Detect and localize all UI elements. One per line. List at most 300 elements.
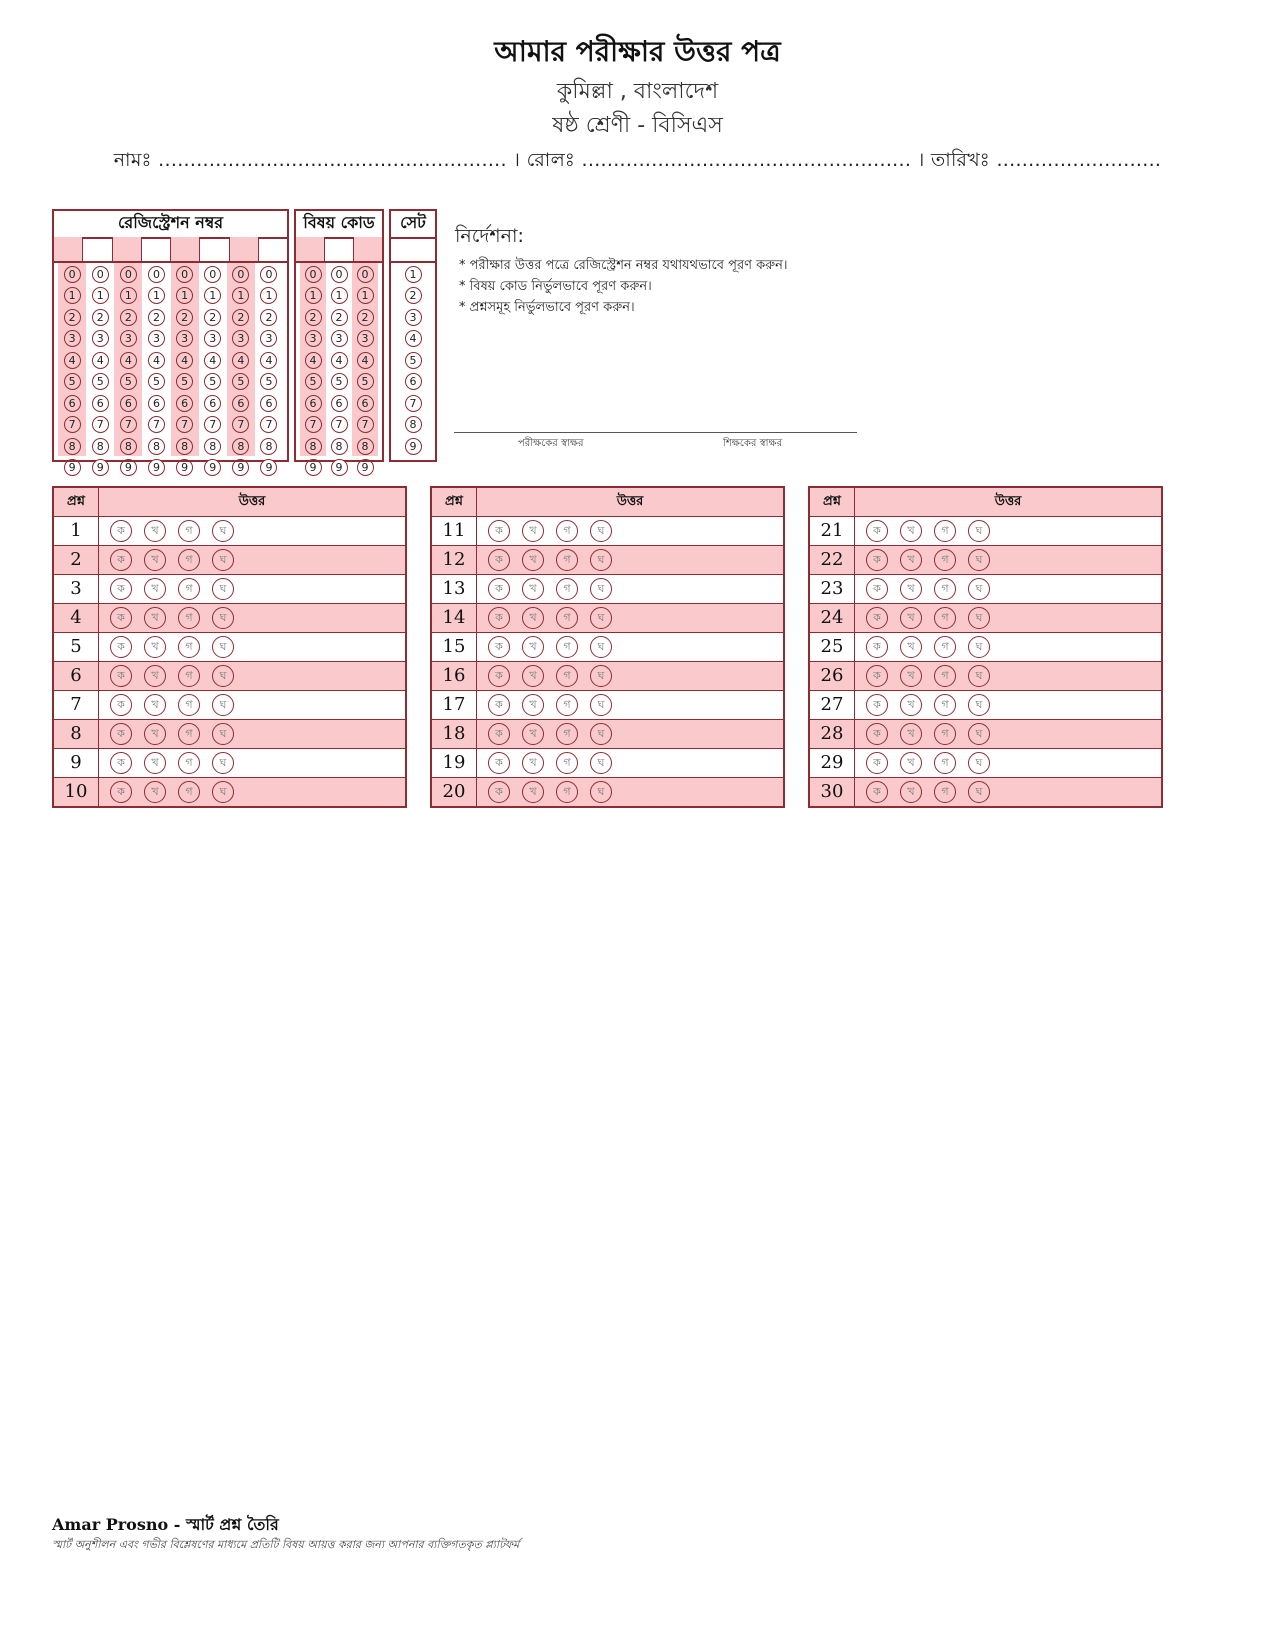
option-bubble[interactable]: গ <box>556 752 578 774</box>
option-bubble[interactable]: গ <box>556 636 578 658</box>
digit-bubble[interactable]: 2 <box>405 287 422 304</box>
option-bubble[interactable]: গ <box>178 781 200 803</box>
digit-bubble[interactable]: 1 <box>331 287 348 304</box>
option-bubble[interactable]: ঘ <box>212 752 234 774</box>
digit-bubble[interactable]: 8 <box>120 438 137 455</box>
option-bubble[interactable]: ঘ <box>590 694 612 716</box>
option-bubble[interactable]: ঘ <box>590 752 612 774</box>
digit-bubble[interactable]: 4 <box>260 352 277 369</box>
answer-options <box>477 691 783 719</box>
digit-bubble[interactable]: 2 <box>120 309 137 326</box>
answer-table-3 <box>808 486 1163 808</box>
option-bubble[interactable]: ক <box>866 520 888 542</box>
option-bubble[interactable]: ঘ <box>590 549 612 571</box>
digit-bubble[interactable]: 3 <box>148 330 165 347</box>
answer-row <box>810 633 1161 662</box>
answer-options <box>477 517 783 545</box>
option-bubble[interactable]: ঘ <box>968 723 990 745</box>
digit-bubble[interactable]: 2 <box>64 309 81 326</box>
option-bubble[interactable]: ক <box>488 636 510 658</box>
digit-bubble[interactable]: 1 <box>232 287 249 304</box>
digit-bubble[interactable]: 3 <box>92 330 109 347</box>
digit-bubble[interactable]: 4 <box>357 352 374 369</box>
option-bubble[interactable]: গ <box>934 636 956 658</box>
option-bubble[interactable]: খ <box>522 636 544 658</box>
digit-bubble[interactable]: 5 <box>64 373 81 390</box>
digit-bubble[interactable]: 9 <box>331 459 348 476</box>
option-bubble[interactable]: ঘ <box>212 607 234 629</box>
option-bubble[interactable]: গ <box>178 520 200 542</box>
option-bubble[interactable]: গ <box>556 607 578 629</box>
sheet-city: কুমিল্লা , বাংলাদেশ <box>556 79 719 104</box>
option-bubble[interactable]: ঘ <box>590 636 612 658</box>
option-bubble[interactable]: গ <box>178 549 200 571</box>
option-bubble[interactable]: ক <box>488 752 510 774</box>
option-bubble[interactable]: ঘ <box>968 636 990 658</box>
digit-bubble[interactable]: 1 <box>176 287 193 304</box>
option-bubble[interactable]: ক <box>488 549 510 571</box>
entry-cell[interactable] <box>83 237 112 261</box>
option-bubble[interactable]: ঘ <box>212 578 234 600</box>
option-bubble[interactable]: গ <box>178 578 200 600</box>
option-bubble[interactable]: গ <box>556 781 578 803</box>
digit-bubble[interactable]: 3 <box>120 330 137 347</box>
question-number: 6 <box>54 662 99 690</box>
digit-bubble[interactable]: 9 <box>148 459 165 476</box>
option-bubble[interactable]: ক <box>110 694 132 716</box>
option-bubble[interactable]: গ <box>934 607 956 629</box>
option-bubble[interactable]: ঘ <box>968 607 990 629</box>
digit-bubble[interactable]: 4 <box>232 352 249 369</box>
digit-bubble[interactable]: 4 <box>405 330 422 347</box>
digit-bubble[interactable]: 8 <box>92 438 109 455</box>
option-bubble[interactable]: খ <box>144 694 166 716</box>
digit-bubble[interactable]: 0 <box>331 266 348 283</box>
digit-bubble[interactable]: 7 <box>331 416 348 433</box>
answer-options <box>477 604 783 632</box>
option-bubble[interactable]: ক <box>488 665 510 687</box>
option-bubble[interactable]: ঘ <box>968 578 990 600</box>
digit-bubble[interactable]: 3 <box>176 330 193 347</box>
option-bubble[interactable]: গ <box>178 723 200 745</box>
answer-options <box>99 633 405 661</box>
digit-bubble[interactable]: 9 <box>64 459 81 476</box>
option-bubble[interactable]: ঘ <box>968 520 990 542</box>
option-bubble[interactable]: ক <box>866 665 888 687</box>
digit-bubble[interactable]: 5 <box>92 373 109 390</box>
digit-bubble[interactable]: 0 <box>92 266 109 283</box>
digit-bubble[interactable]: 6 <box>232 395 249 412</box>
answer-row <box>54 575 405 604</box>
option-bubble[interactable]: খ <box>900 723 922 745</box>
digit-bubble[interactable]: 9 <box>120 459 137 476</box>
answer-options <box>99 662 405 690</box>
bubble-column <box>171 263 199 474</box>
option-bubble[interactable]: ক <box>866 578 888 600</box>
question-number: 12 <box>432 546 477 574</box>
option-bubble[interactable]: ক <box>488 578 510 600</box>
option-bubble[interactable]: ক <box>110 549 132 571</box>
option-bubble[interactable]: গ <box>556 665 578 687</box>
sheet-title: আমার পরীক্ষার উত্তর পত্র <box>494 35 781 68</box>
answer-table-1 <box>52 486 407 808</box>
option-bubble[interactable]: ঘ <box>212 781 234 803</box>
option-bubble[interactable]: খ <box>144 636 166 658</box>
digit-bubble[interactable]: 2 <box>92 309 109 326</box>
digit-bubble[interactable]: 7 <box>120 416 137 433</box>
digit-bubble[interactable]: 8 <box>204 438 221 455</box>
question-number: 5 <box>54 633 99 661</box>
digit-bubble[interactable]: 0 <box>305 266 322 283</box>
option-bubble[interactable]: ঘ <box>968 665 990 687</box>
option-bubble[interactable]: ক <box>110 607 132 629</box>
digit-bubble[interactable]: 3 <box>260 330 277 347</box>
option-bubble[interactable]: গ <box>178 694 200 716</box>
answer-options <box>99 604 405 632</box>
digit-bubble[interactable]: 4 <box>305 352 322 369</box>
question-number: 29 <box>810 749 855 777</box>
option-bubble[interactable]: ঘ <box>590 723 612 745</box>
option-bubble[interactable]: ঘ <box>590 665 612 687</box>
digit-bubble[interactable]: 9 <box>260 459 277 476</box>
option-bubble[interactable]: খ <box>900 578 922 600</box>
option-bubble[interactable]: গ <box>934 665 956 687</box>
option-bubble[interactable]: গ <box>934 694 956 716</box>
option-bubble[interactable]: ক <box>110 752 132 774</box>
bubble-column <box>300 263 326 474</box>
digit-bubble[interactable]: 2 <box>232 309 249 326</box>
option-bubble[interactable]: গ <box>934 520 956 542</box>
option-bubble[interactable]: ক <box>866 781 888 803</box>
answer-row <box>54 662 405 691</box>
digit-bubble[interactable]: 7 <box>260 416 277 433</box>
option-bubble[interactable]: গ <box>934 781 956 803</box>
option-bubble[interactable]: ক <box>866 636 888 658</box>
digit-bubble[interactable]: 5 <box>232 373 249 390</box>
digit-bubble[interactable]: 5 <box>204 373 221 390</box>
digit-bubble[interactable]: 3 <box>232 330 249 347</box>
digit-bubble[interactable]: 9 <box>305 459 322 476</box>
option-bubble[interactable]: খ <box>900 520 922 542</box>
digit-bubble[interactable]: 6 <box>260 395 277 412</box>
digit-bubble[interactable]: 8 <box>331 438 348 455</box>
digit-bubble[interactable]: 2 <box>260 309 277 326</box>
option-bubble[interactable]: ক <box>110 781 132 803</box>
option-bubble[interactable]: ক <box>866 752 888 774</box>
option-bubble[interactable]: ক <box>110 520 132 542</box>
digit-bubble[interactable]: 1 <box>260 287 277 304</box>
option-bubble[interactable]: গ <box>556 578 578 600</box>
option-bubble[interactable]: ক <box>488 723 510 745</box>
digit-bubble[interactable]: 3 <box>357 330 374 347</box>
option-bubble[interactable]: ঘ <box>968 694 990 716</box>
option-bubble[interactable]: ক <box>866 694 888 716</box>
digit-bubble[interactable]: 5 <box>357 373 374 390</box>
question-column-header: প্রশ্ন <box>432 488 477 516</box>
question-number: 3 <box>54 575 99 603</box>
answer-row <box>432 662 783 691</box>
question-number: 8 <box>54 720 99 748</box>
digit-bubble[interactable]: 1 <box>148 287 165 304</box>
digit-bubble[interactable]: 7 <box>305 416 322 433</box>
entry-cell[interactable] <box>230 237 259 261</box>
option-bubble[interactable]: খ <box>900 752 922 774</box>
option-bubble[interactable]: গ <box>178 636 200 658</box>
digit-bubble[interactable]: 6 <box>148 395 165 412</box>
option-bubble[interactable]: খ <box>144 781 166 803</box>
option-bubble[interactable]: খ <box>522 520 544 542</box>
digit-bubble[interactable]: 9 <box>204 459 221 476</box>
answer-table-header <box>810 488 1161 517</box>
option-bubble[interactable]: খ <box>144 752 166 774</box>
option-bubble[interactable]: ক <box>866 607 888 629</box>
option-bubble[interactable]: গ <box>556 723 578 745</box>
digit-bubble[interactable]: 8 <box>405 416 422 433</box>
digit-bubble[interactable]: 0 <box>204 266 221 283</box>
digit-bubble[interactable]: 5 <box>331 373 348 390</box>
entry-cell[interactable] <box>200 237 229 261</box>
entry-cell[interactable] <box>113 237 142 261</box>
registration-box <box>52 209 289 474</box>
option-bubble[interactable]: ঘ <box>968 781 990 803</box>
digit-bubble[interactable]: 1 <box>204 287 221 304</box>
option-bubble[interactable]: ঘ <box>590 607 612 629</box>
digit-bubble[interactable]: 1 <box>92 287 109 304</box>
digit-bubble[interactable]: 7 <box>357 416 374 433</box>
digit-bubble[interactable]: 0 <box>148 266 165 283</box>
digit-bubble[interactable]: 9 <box>92 459 109 476</box>
digit-bubble[interactable]: 1 <box>120 287 137 304</box>
digit-bubble[interactable]: 2 <box>148 309 165 326</box>
answer-row <box>810 546 1161 575</box>
option-bubble[interactable]: গ <box>178 752 200 774</box>
digit-bubble[interactable]: 0 <box>176 266 193 283</box>
digit-bubble[interactable]: 5 <box>120 373 137 390</box>
option-bubble[interactable]: গ <box>178 665 200 687</box>
option-bubble[interactable]: খ <box>522 752 544 774</box>
digit-bubble[interactable]: 9 <box>357 459 374 476</box>
entry-cell[interactable] <box>296 237 325 261</box>
digit-bubble[interactable]: 7 <box>64 416 81 433</box>
digit-bubble[interactable]: 4 <box>331 352 348 369</box>
set-box <box>389 209 437 462</box>
digit-bubble[interactable]: 0 <box>120 266 137 283</box>
digit-bubble[interactable]: 0 <box>64 266 81 283</box>
option-bubble[interactable]: খ <box>144 723 166 745</box>
digit-bubble[interactable]: 1 <box>305 287 322 304</box>
option-bubble[interactable]: ঘ <box>590 781 612 803</box>
answer-options <box>855 720 1161 748</box>
option-bubble[interactable]: খ <box>144 665 166 687</box>
option-bubble[interactable]: ঘ <box>212 636 234 658</box>
digit-bubble[interactable]: 7 <box>92 416 109 433</box>
option-bubble[interactable]: খ <box>522 723 544 745</box>
option-bubble[interactable]: ক <box>488 781 510 803</box>
digit-bubble[interactable]: 3 <box>204 330 221 347</box>
option-bubble[interactable]: গ <box>556 520 578 542</box>
option-bubble[interactable]: ঘ <box>212 694 234 716</box>
option-bubble[interactable]: খ <box>522 607 544 629</box>
digit-bubble[interactable]: 3 <box>305 330 322 347</box>
option-bubble[interactable]: খ <box>144 549 166 571</box>
option-bubble[interactable]: খ <box>900 694 922 716</box>
option-bubble[interactable]: খ <box>522 665 544 687</box>
entry-cell[interactable] <box>354 237 382 261</box>
answer-table-header <box>432 488 783 517</box>
option-bubble[interactable]: ক <box>866 723 888 745</box>
option-bubble[interactable]: ক <box>110 723 132 745</box>
digit-bubble[interactable]: 7 <box>204 416 221 433</box>
option-bubble[interactable]: গ <box>556 549 578 571</box>
name-roll-date-fields[interactable]: নামঃ ....................................................... । রোলঃ .................................................... । তারিখঃ .......................... <box>113 149 1162 171</box>
option-bubble[interactable]: ঘ <box>590 578 612 600</box>
option-bubble[interactable]: গ <box>934 752 956 774</box>
option-bubble[interactable]: গ <box>178 607 200 629</box>
entry-cell[interactable] <box>259 237 287 261</box>
option-bubble[interactable]: খ <box>900 549 922 571</box>
digit-bubble[interactable]: 5 <box>305 373 322 390</box>
option-bubble[interactable]: খ <box>144 607 166 629</box>
digit-bubble[interactable]: 6 <box>305 395 322 412</box>
digit-bubble[interactable]: 2 <box>176 309 193 326</box>
digit-bubble[interactable]: 2 <box>204 309 221 326</box>
answer-column-header: উত্তর <box>238 494 266 509</box>
digit-bubble[interactable]: 8 <box>260 438 277 455</box>
digit-bubble[interactable]: 6 <box>120 395 137 412</box>
answer-options <box>477 749 783 777</box>
option-bubble[interactable]: খ <box>900 636 922 658</box>
option-bubble[interactable]: ঘ <box>212 549 234 571</box>
digit-bubble[interactable]: 9 <box>405 438 422 455</box>
digit-bubble[interactable]: 8 <box>232 438 249 455</box>
option-bubble[interactable]: ঘ <box>968 549 990 571</box>
option-bubble[interactable]: খ <box>522 781 544 803</box>
digit-bubble[interactable]: 6 <box>92 395 109 412</box>
digit-bubble[interactable]: 9 <box>176 459 193 476</box>
teacher-signature-label: শিক্ষকের স্বাক্ষর <box>723 438 783 449</box>
entry-cell[interactable] <box>391 237 435 261</box>
subject-code-bubble-grid <box>300 263 378 474</box>
option-bubble[interactable]: গ <box>934 549 956 571</box>
digit-bubble[interactable]: 9 <box>232 459 249 476</box>
digit-bubble[interactable]: 0 <box>232 266 249 283</box>
digit-bubble[interactable]: 4 <box>176 352 193 369</box>
digit-bubble[interactable]: 8 <box>357 438 374 455</box>
option-bubble[interactable]: ঘ <box>590 520 612 542</box>
subject-code-label: বিষয় কোড <box>296 211 382 239</box>
entry-cell[interactable] <box>171 237 200 261</box>
answer-row <box>432 546 783 575</box>
option-bubble[interactable]: গ <box>556 694 578 716</box>
option-bubble[interactable]: ঘ <box>212 520 234 542</box>
digit-bubble[interactable]: 5 <box>405 352 422 369</box>
option-bubble[interactable]: ক <box>488 694 510 716</box>
option-bubble[interactable]: ঘ <box>212 723 234 745</box>
option-bubble[interactable]: গ <box>934 723 956 745</box>
digit-bubble[interactable]: 7 <box>405 395 422 412</box>
instruction-item: * প্রশ্নসমূহ নির্ভুলভাবে পূরণ করুন। <box>459 300 635 315</box>
digit-bubble[interactable]: 8 <box>305 438 322 455</box>
entry-cell[interactable] <box>142 237 171 261</box>
digit-bubble[interactable]: 6 <box>204 395 221 412</box>
digit-bubble[interactable]: 5 <box>176 373 193 390</box>
option-bubble[interactable]: ক <box>488 607 510 629</box>
option-bubble[interactable]: ক <box>866 549 888 571</box>
digit-bubble[interactable]: 1 <box>64 287 81 304</box>
digit-bubble[interactable]: 0 <box>357 266 374 283</box>
digit-bubble[interactable]: 1 <box>357 287 374 304</box>
digit-bubble[interactable]: 7 <box>176 416 193 433</box>
digit-bubble[interactable]: 3 <box>405 309 422 326</box>
option-bubble[interactable]: ঘ <box>212 665 234 687</box>
digit-bubble[interactable]: 4 <box>92 352 109 369</box>
answer-options <box>477 575 783 603</box>
option-bubble[interactable]: ক <box>110 665 132 687</box>
digit-bubble[interactable]: 4 <box>120 352 137 369</box>
option-bubble[interactable]: ক <box>110 636 132 658</box>
option-bubble[interactable]: খ <box>144 578 166 600</box>
answer-row <box>54 633 405 662</box>
digit-bubble[interactable]: 4 <box>148 352 165 369</box>
entry-cell[interactable] <box>54 237 83 261</box>
digit-bubble[interactable]: 7 <box>148 416 165 433</box>
option-bubble[interactable]: খ <box>522 578 544 600</box>
digit-bubble[interactable]: 8 <box>148 438 165 455</box>
digit-bubble[interactable]: 6 <box>405 373 422 390</box>
option-bubble[interactable]: ক <box>488 520 510 542</box>
digit-bubble[interactable]: 4 <box>64 352 81 369</box>
digit-bubble[interactable]: 2 <box>357 309 374 326</box>
option-bubble[interactable]: খ <box>522 694 544 716</box>
option-bubble[interactable]: খ <box>522 549 544 571</box>
registration-label: রেজিস্ট্রেশন নম্বর <box>54 211 287 239</box>
digit-bubble[interactable]: 7 <box>232 416 249 433</box>
answer-options <box>99 720 405 748</box>
digit-bubble[interactable]: 6 <box>64 395 81 412</box>
option-bubble[interactable]: খ <box>144 520 166 542</box>
option-bubble[interactable]: খ <box>900 665 922 687</box>
digit-bubble[interactable]: 4 <box>204 352 221 369</box>
digit-bubble[interactable]: 6 <box>176 395 193 412</box>
footer-tagline: স্মার্ট অনুশীলন এবং গভীর বিশ্লেষণের মাধ্যমে প্রতিটি বিষয় আয়ত্ত করার জন্য আপনার ব্যক্তিগতকৃত প্ল্যাটফর্ম <box>52 1538 520 1551</box>
digit-bubble[interactable]: 8 <box>64 438 81 455</box>
question-number: 10 <box>54 778 99 806</box>
digit-bubble[interactable]: 3 <box>331 330 348 347</box>
question-number: 2 <box>54 546 99 574</box>
digit-bubble[interactable]: 3 <box>64 330 81 347</box>
entry-cell[interactable] <box>325 237 354 261</box>
digit-bubble[interactable]: 2 <box>331 309 348 326</box>
digit-bubble[interactable]: 2 <box>305 309 322 326</box>
digit-bubble[interactable]: 0 <box>260 266 277 283</box>
option-bubble[interactable]: ঘ <box>968 752 990 774</box>
digit-bubble[interactable]: 6 <box>357 395 374 412</box>
digit-bubble[interactable]: 1 <box>405 266 422 283</box>
answer-options <box>855 546 1161 574</box>
digit-bubble[interactable]: 5 <box>260 373 277 390</box>
answer-options <box>855 662 1161 690</box>
option-bubble[interactable]: খ <box>900 781 922 803</box>
answer-row <box>810 517 1161 546</box>
option-bubble[interactable]: ক <box>110 578 132 600</box>
digit-bubble[interactable]: 6 <box>331 395 348 412</box>
option-bubble[interactable]: খ <box>900 607 922 629</box>
bubble-column <box>326 263 352 474</box>
answer-row <box>432 778 783 806</box>
digit-bubble[interactable]: 8 <box>176 438 193 455</box>
digit-bubble[interactable]: 5 <box>148 373 165 390</box>
option-bubble[interactable]: গ <box>934 578 956 600</box>
